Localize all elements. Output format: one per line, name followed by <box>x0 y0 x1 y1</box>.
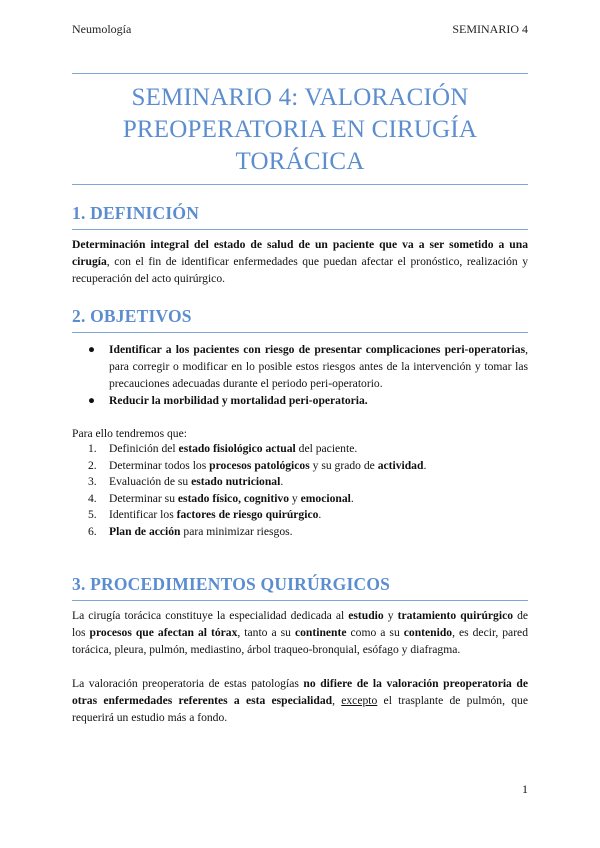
section-rule <box>72 332 528 333</box>
running-header-right: SEMINARIO 4 <box>452 22 528 36</box>
section-heading-procedimientos: 3. PROCEDIMIENTOS QUIRÚRGICOS <box>72 574 391 594</box>
list-item: 6. Plan de acción para minimizar riesgos. <box>88 524 293 538</box>
page-title: SEMINARIO 4: VALORACIÓN PREOPERATORIA EN CIRUGÍA TORÁCICA <box>122 84 478 175</box>
numbered-list <box>88 441 528 540</box>
bullet-icon: ● <box>88 394 96 407</box>
page-number: 1 <box>522 782 528 796</box>
objective-bullet: ● Identificar a los pacientes con riesgo de presentar complicaciones peri-operatorias, para corregir o modificar en lo posible estos riesgos antes de la intervención y tomar las precauciones adecuadas durante el periodo peri-operatorio. <box>88 343 528 390</box>
section-heading-objetivos: 2. OBJETIVOS <box>72 306 192 326</box>
section-rule <box>72 600 528 601</box>
title-top-rule <box>72 73 528 74</box>
list-item: 2. Determinar todos los procesos patológicos y su grado de actividad. <box>88 458 427 472</box>
running-header-left: Neumología <box>72 22 132 36</box>
list-item: 1. Definición del estado fisiológico actual del paciente. <box>88 442 358 455</box>
list-item: 3. Evaluación de su estado nutricional. <box>88 475 284 488</box>
preop-paragraph: La valoración preoperatoria de estas patologías no difiere de la valoración preoperatoria de otras enfermedades referentes a esta especialidad, excepto el trasplante de pulmón, que requerirá un estudio más a fondo. <box>72 677 528 724</box>
procedures-paragraph: La cirugía torácica constituye la especialidad dedicada al estudio y tratamiento quirúrgico de los procesos que afectan al tórax, tanto a su continente como a su contenido, es decir, pared torácica, pleura, pulmón, mediastino, árbol traqueo-bronquial, esófago y diafragma. <box>72 609 529 656</box>
list-intro: Para ello tendremos que: <box>72 427 187 440</box>
objective-bullet: ● Reducir la morbilidad y mortalidad peri-operatoria. <box>88 394 368 407</box>
section-heading-definicion: 1. DEFINICIÓN <box>72 203 200 223</box>
title-bottom-rule <box>72 184 528 185</box>
section-rule <box>72 229 528 230</box>
list-item: 5. Identificar los factores de riesgo quirúrgico. <box>88 508 322 521</box>
list-item: 4. Determinar su estado físico, cognitivo y emocional. <box>88 491 354 505</box>
definition-paragraph: Determinación integral del estado de salud de un paciente que va a ser sometido a una cirugía, con el fin de identificar enfermedades que puedan afectar el pronóstico, realización y recuperación del acto quirúrgico. <box>72 238 528 285</box>
bullet-icon: ● <box>88 343 96 356</box>
